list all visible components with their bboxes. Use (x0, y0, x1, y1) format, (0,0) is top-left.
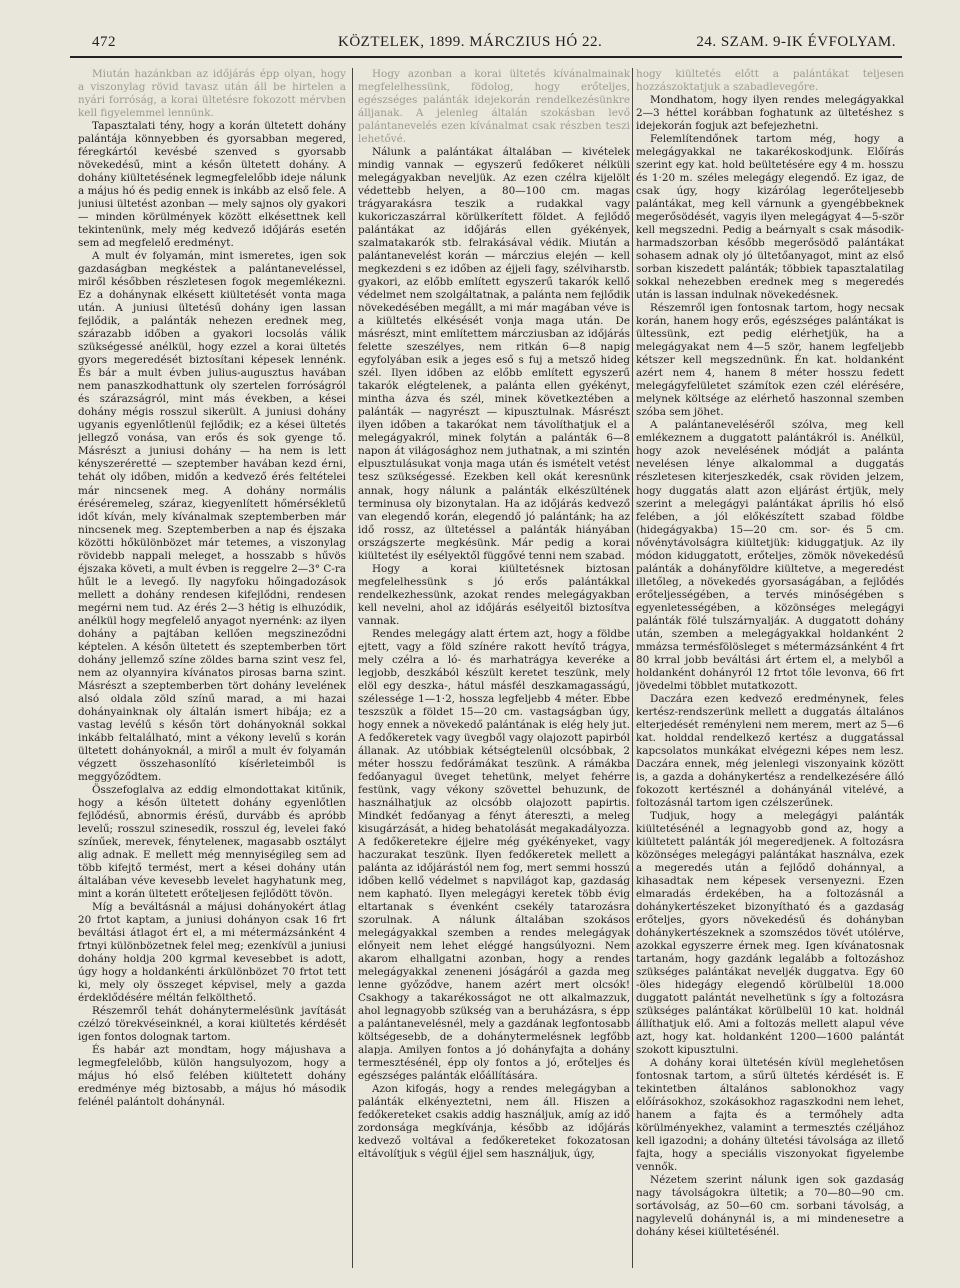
paragraph: Tudjuk, hogy a melegágyi palánták kiültetésénél a legnagyobb gond az, hogy a kiültetett palánták jól megeredjenek. A foltozásra közönséges melegágyi palántákat használva, ezek a megeredés után a fejlődő dohánnyal, a kihasadtak nem képesek versenyezni. Ezen elmaradás érdekében, ha a foltozásnál a dohánykertészeket bizonyítható és a gazdaság erőteljes, gyors növekedésű és dohányban dohánykertészeknek a szomszédos tövét utólérve, azokkal egyszerre érnek meg. Igen kívánatosnak tartanám, hogy gazdánk legalább a foltozáshoz szükséges palántákat neveljék duggatva. Egy 60 -öles hidegágy elegendő körülbelül 18.000 duggatott palántát nevelhetünk s így a foltozásra szükséges palántákat körülbelül 10 kat. holdnál állíthatjuk elő. Ami a foltozás mellett alapul véve azt, hogy kat. holdanként 1200—1600 palántát szokott kipusztulni. (636, 809, 904, 1057)
paragraph: Hogy azonban a korai ültetés kívánalmainak megfelelhessünk, födolog, hogy erőteljes, egészséges palánták idejekorán rendelkezésünkre álljanak. A jelenleg általán szokásban levő palántanevelés ezen kívánalmat csak részben teszi lehetővé. (358, 68, 630, 146)
paragraph: Azon kifogás, hogy a rendes melegágyban a palánták elkényeztetni, nem áll. Hiszen a fedőkereteket csakis addig használjuk, amíg az idő zordonsága megkívánja, később az időjárás kedvező voltával a fedőkereteket fokozatosan eltávolítjuk s végül éjjel sem használjuk, úgy, (358, 1083, 630, 1161)
column-divider (352, 68, 353, 1268)
paragraph: A mult év folyamán, mint ismeretes, igen sok gazdaságban megkéstek a palántaneveléssel, miről későbben részletesen fogok megemlékezni. Ez a dohánynak elkésett kiültetését vonta maga után. A juniusi ültetésű dohány igen lassan fejlődik, a palánták nehezen erednek meg, szárazabb időben a gyakori locsolás válik szükségessé anélkül, hogy ezzel a korai ültetés gyors megeredését biztosítani képesek lennénk. És bár a mult évben julius-augusztus havában nem panaszkodhattunk oly szertelen forróságról és szárazságról, mint más években, a kései dohány mégis rosszul sikerült. A juniusi dohány ugyanis egyenlőtlenül fejlődik; ez a kései ültetés jellegző vonása, van erős és sok gyenge tő. Másrészt a juniusi dohány — ha nem is lett kényszeréretté — szeptember havában kezd érni, tehát oly időben, midőn a kedvező érés feltételei már nincsenek meg. A dohány normális éréséremeleg, száraz, kiegyenlített hőmérsékletű időt kíván, mely kívánalmak szeptemberben már nincsenek meg. Szeptemberben a nap és éjszaka közötti hőkülönbözet már tetemes, a viszonylag rövidebb nappali meleget, a hosszabb s hűvös éjszaka követi, a mult évben is reggelre 2—3° C-ra hűlt le a levegő. Ily nagyfoku hőingadozások mellett a dohány rendesen kifejlődni, rendesen megérni nem tud. Az érés 2—3 hétig is elhuzódik, anélkül hogy megfelelő anyagot nyernénk: az ilyen dohány a pajtában kellően megszineződni képtelen. A későn ültetett és szeptemberben tört dohány jellemző színe zöldes barna szint vesz fel, nem az olyannyira kívánatos pirosas barna szint. Másrészt a szeptemberben tört dohány levelének alsó oldala zöld színű marad, a mi hazai dohányainknak oly általán ismert hibája; ez a vastag levélű s későn tört dohányoknál sokkal inkább feltalálható, mint a vékony levelű s korán ültetett dohányoknál, a miről a mult év folyamán végzett összehasonlító kísérleteimből is meggyőződtem. (78, 250, 346, 783)
column-divider (632, 68, 633, 1268)
page-number: 472 (92, 34, 116, 50)
paragraph: Összefoglalva az eddig elmondottakat kitűnik, hogy a későn ültetett dohány egyenlőtlen fejlődésű, abnormis érésű, durvább és apróbb levelű; rosszul szinesedik, rosszul ég, levelei fakó színűek, merevek, fényteleneк, magasabb osztályt alig adnak. E mellett még mennyiségileg sem ad több kifejtő termést, mert a kései dohány után általában véve kevesebb levelet hagyhatunk meg, mint a korán ültetett erőteljesen fejlődött tövön. (78, 783, 346, 900)
paragraph: Míg a beváltásnál a májusi dohányokért átlag 20 frtot kaptam, a juniusi dohányon csak 16 frt beváltási átlagot ért el, a mi métermázsánként 4 frtnyi különbözetnek felel meg; ezenkívül a juniusi dohány holdja 200 kgrmal kevesebbet is adott, úgy hogy a holdankénti árkülönbözet 70 frtot tett ki, mely oly összeget képvisel, mely a gazda érdeklődésére méltán felkölthető. (78, 901, 346, 1005)
issue-info: 24. SZAM. 9-IK ÉVFOLYAM. (696, 34, 896, 50)
paragraph: Daczára ezen kedvező eredménynek, feles kertész-rendszerünk mellett a duggatás általános elterjedését reményleni nem merem, mert az 5—6 kat. holddal rendelkező kertész a duggatással kapcsolatos munkákat elvégezni képes nem lesz. Daczára ennek, még jelenlegi viszonyaink között is, a gazda a dohánykertész a rendelkezésére álló fokozott kertésznél a dohányánál vitelévé, a foltozásnál tartom igen czélszerűnek. (636, 692, 904, 809)
paragraph: A palántaneveléséről szólva, meg kell emlékeznem a duggatott palántákról is. Anélkül, hogy azok nevelésének módját a palánta nevelésen lénye alkalommal a duggatás részletesen kiterjeszkedék, csak röviden jelzem, hogy duggatás alatt azon eljárást értjük, mely szerint a melegágyi palántákat április hó első felében, a jól előkészített szabad földbe (hidegágyakba) 15—20 cm. sor- és 5 cm. nővénytávolságra kiültetjük: kiduggatjuk. Az ily módon kiduggatott, erőteljes, zömök növekedésű palánták a dohányföldre kiültetve, a megeredést illetőleg, a növekedés gyorsaságában, a fejlődés erőteljességében, a tervés minőségében s egyenletességében, a közönséges melegágyi palánták fölé tulszárnyaljáк. A duggatott dohány után, szemben a melegágyakkal holdanként 2 mmázsa termésfölösleget s métermázsánként 4 frt 80 krral jobb beváltási árt értem el, a melyből a holdanként dohányról 12 frtot tőle levonva, 66 frt jövedelmi többlet mutatkozott. (636, 419, 904, 692)
paragraph: hogy kiültetés előtt a palántákat teljesen hozzászoktatjuk a szabadlevegőre. (636, 68, 904, 94)
paragraph: Mondhatom, hogy ilyen rendes melegágyakkal 2—3 héttel korábban foghatunk az ültetéshez s idejekorán fogjuk azt befejezhetni. (636, 94, 904, 133)
paragraph: Részemről igen fontosnak tartom, hogy necsak korán, hanem hogy erős, egészséges palántákat is ültessünk, ezt pedig elérhetjük, ha a melegágyakat nem 4—5 ször, hanem legfeljebb kétszer kell megszednünk. Én kat. holdanként azért nem 4, hanem 8 méter hosszu fedett melegágyfelületet számítok ezen czél elérésére, melynek költsége az elérhető haszonnal szemben szóba sem jöhet. (636, 302, 904, 419)
paragraph: És habár azt mondtam, hogy májushava a legmegfelelőbb, külön hangsulyozom, hogy a május hó első felében kiültetett dohány eredménye még biztosabb, a május hó második felénél palántolt dohánynál. (78, 1044, 346, 1109)
paragraph: Nézetem szerint nálunk igen sok gazdaság nagy távolságokra ültetik; a 70—80—90 cm. sortávolság, az 50—60 cm. sorbani távolság, a nagylevelű dohánynál is, a mi mindenesetre a dohány kései kiültetésénél. (636, 1174, 904, 1239)
page-header (70, 30, 902, 58)
paragraph: Nálunk a palántákat általában — kivételek mindig vannak — egyszerű fedőkeret nélküli melegágyakban neveljük. Az ezen czélra kijelölt védettebb helyen, a 80—100 cm. magas trágyarakásra teszik a rudakkal vagy kukoriczaszárral körülkerített földet. A fejlődő palántákat az időjárás ellen gyékények, szalmatakarók stb. felrakásával védik. Miután a palántanevelést korán — márczius elején — kell megkezdeni s ez időben az éjjeli fagy, szélviharstb. gyakori, az előbb említett egyszerű takarók kellő védelmet nem szolgáltatnak, a palánta nem fejlődik növekedésében megállt, a mi már magában véve is a kiültetés elkésését vonja maga után. De másrészt, mint említettem márcziusban az időjárás felette szeszélyes, nem ritkán 6—8 napig egyfolyában esik a jeges eső s fuj a metsző hideg szél. Ilyen időben az előbb említett egyszerű takarók elégtelenek, a palánta ellen gyékényt, mintha ázva és szél, minek következtében a palánták — nagyrészt — kipusztulnak. Másrészt ilyen időben a takarókat nem távolíthatjuk el a melegágyakról, minek folytán a palánták 6—8 napon át világosághoz nem juthatnak, a mi szintén elpusztulásukat vonja maga után és ismételt vetést tesz szükségessé. Ezekben kell okát keresnünk annak, hogy nálunk a palánták elkészültének terminusa oly bizonytalan. Ha az időjárás kedvező van elegendő korán, elegendő jó palántánk; ha az idő rossz, az ültetéssel a palánták hiányában országszerte megkésünk. Már pedig a korai kiültetést ily esélyektől függővé tenni nem szabad. (358, 146, 630, 562)
text-column-1 (78, 68, 346, 1278)
publication-title: KÖZTELEK, 1899. MÁRCZIUS HÓ 22. (338, 34, 603, 50)
paragraph: Részemről tehát dohánytermelésünk javítását czélzó törekvéseinknél, a korai kiültetés kérdését igen fontos dolognak tartom. (78, 1005, 346, 1044)
text-column-2 (358, 68, 630, 1278)
paragraph: Hogy a korai kiültetésnek biztosan megfelelhessünk s jó erős palántákkal rendelkezhessünk, azokat rendes melegágyakban kell nevelni, ahol az időjárás esélyeitől biztosítva vannak. (358, 562, 630, 627)
paragraph: Tapasztalati tény, hogy a korán ültetett dohány palántája könnyebben és gyorsabban megered, féregkártól kevésbé szenved s gyorsabb növekedésű, mint a későn ültetett dohány. A dohány kiültetésének legmegfelelőbb ideje nálunk a május hó és pedig ennek is inkább az első fele. A juniusi ültetést azonban — mely sajnos oly gyakori — minden körülmények között elkésettnek kell tekintenünk, mely még kedvező időjárás esetén sem ad megfelelő eredményt. (78, 120, 346, 250)
paragraph: Rendes melegágy alatt értem azt, hogy a földbe ejtett, vagy a föld színére rakott hevítő trágya, mely czélra a ló- és marhatrágya keveréke a legjobb, deszkából készült keretet teszünk, mely elöl egy deszka-, hátul másfél deszkamagasságú, szélessége 1—1·2, hossza legfeljebb 4 méter. Ebbe teszszük a földet 15—20 cm. vastagságban úgy, hogy ennek a növekedő palántának is elég hely jut. A fedőkeretek vagy üvegből vagy olajozott papirból állanak. Az utóbbiak kétségtelenül olcsóbbak, 2 méter hosszu fedőrámákat teszünk. A rámákba fedőanyagul üveget tehetünk, melyet fehérre festünk, vagy vékony szövettel behuzunk, de használhatjuk az olcsóbb olajozott papirtis. Mindkét fedőanyag a fényt átereszti, a meleg kisugárzását, a hideg behatolását megakadályozza. A fedőkeretekre éjjelre még gyékényeket, vagy haczurakat teszünk. Ilyen fedőkeretek mellett a palánta az időjárástól nem fog, mert semmi hosszú időben kellő védelmet s napvilágot kap, gazdaság nem kapható. Ilyen melegágyi keretek több évig eltartanak s évenként csekély tatarozásra szorulnak. A nálunk általában szokásos melegágyakkal szemben a rendes melegágyak előnyeit nem lehet eléggé hangsúlyozni. Nem akarom elhallgatni azonban, hogy a rendes melegágyakkal zeneneni jóságáról a gazda meg lenne győződve, hanem azért mert olcsók! Csakhogy a takarékosságot ne ott alkalmazzuk, ahol legnagyobb szükség van a beruházásra, s épp a palántanevelésnél, mely a gazdának legfontosabb költségesebb, de a dohánytermelésnek legfőbb alapja. Amilyen fontos a jó dohányfajta a dohány termesztésénél, épp oly fontos a jó, erőteljes és egészséges palánták előállítására. (358, 627, 630, 1083)
paragraph: A dohány korai ültetésén kívül meglehetősen fontosnak tartom, a sűrű ültetés kérdését is. E tekintetben általános sablonokhoz vagy előírásokhoz, szokásokhoz ragaszkodni nem lehet, hanem a fajta és a termőhely adta körülményekhez, valamint a termesztés czéljához kell igazodni; a dohány ültetési távolsága az illető fajta, hogy a speciális viszonyokat figyelembe vennők. (636, 1057, 904, 1174)
paragraph: Felemlítendőnek tartom még, hogy a melegágyakkal ne takarékoskodjunk. Előírás szerint egy kat. hold beültetésére egy 4 m. hosszu és 1·20 m. széles melegágy elegendő. Ez igaz, de csak úgy, hogy kizárólag legerőteljesebb palántákat, meg kell várnunk a gyengébbeknek megerősödését, vagyis ilyen melegágyat 4—5-ször kell megszedni. Pedig a beárnyalt s csak második-harmadszorban később megerősödő palántákat sohasem adnak oly jó ültetőanyagot, mint az első sorban kiszedett palánták; többiek tapasztalatilag sokkal nehezebben erednek meg s megeredés után is lassan indulnak növekedésnek. (636, 133, 904, 302)
paragraph: Miután hazánkban az időjárás épp olyan, hogy a viszonylag rövid tavasz után áll be hirtelen a nyári forróság, a korai ültetésre fokozott mérvben kell figyelemmel lennünk. (78, 68, 346, 120)
text-column-3 (636, 68, 904, 1278)
